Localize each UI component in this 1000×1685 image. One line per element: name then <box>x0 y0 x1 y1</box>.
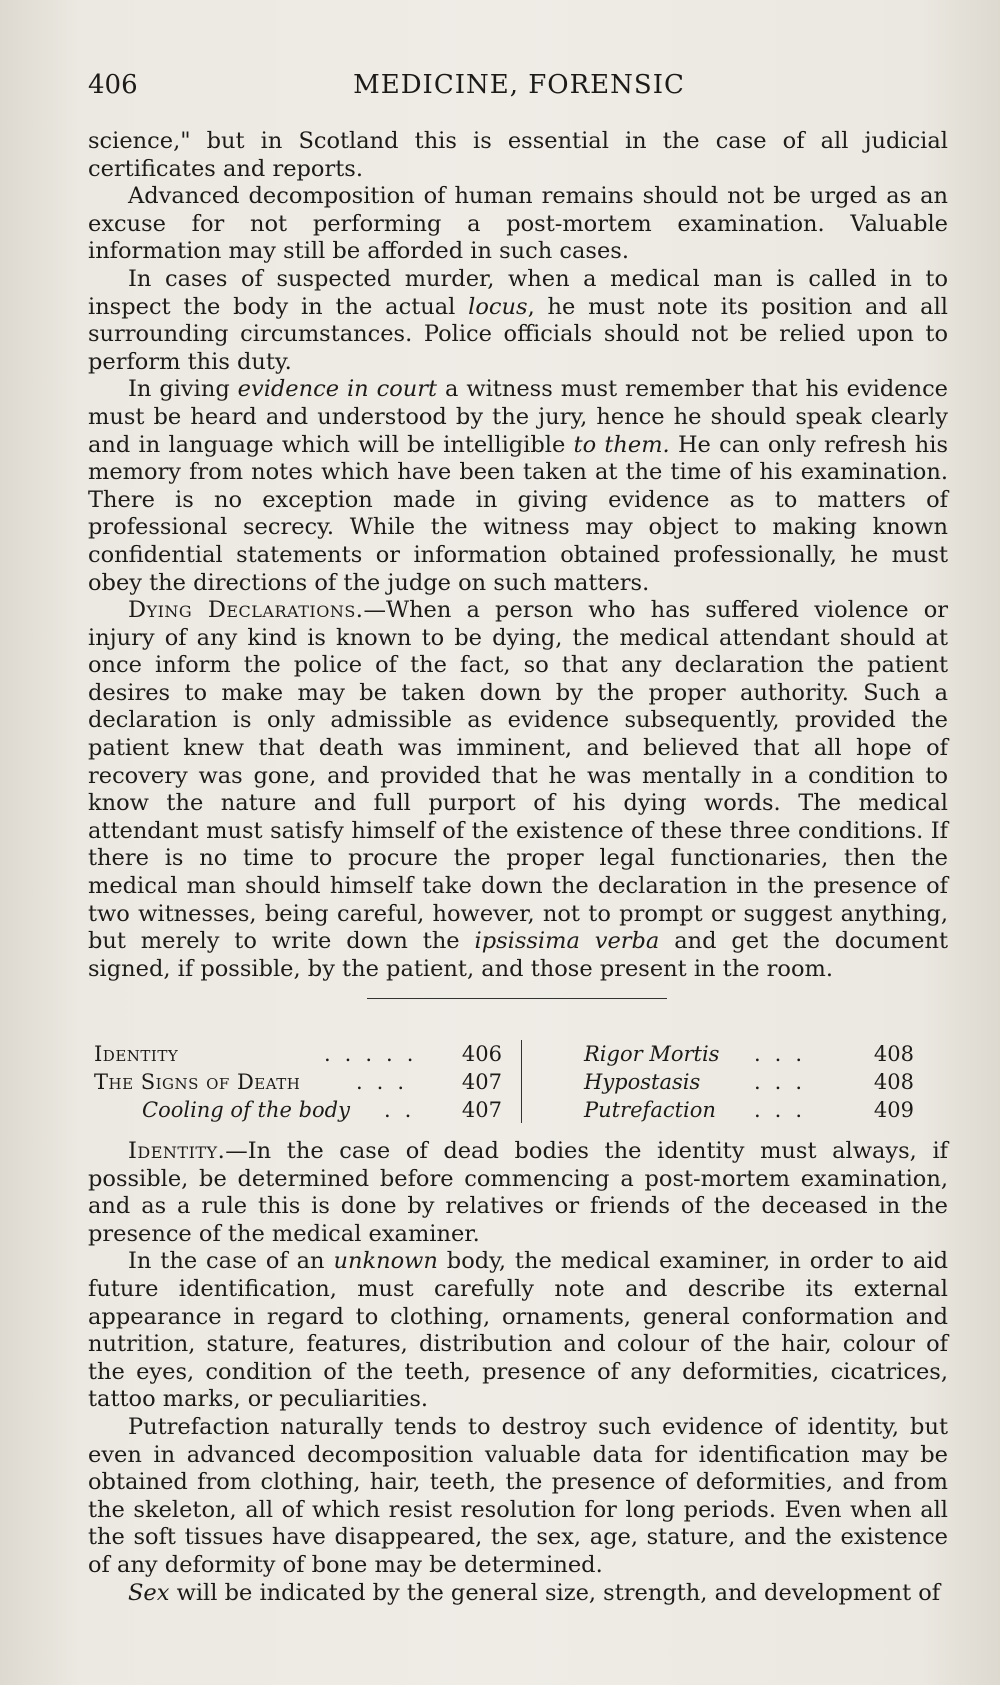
text-run: will be indicated by the general size, strength, and development of <box>169 1579 941 1606</box>
contents-leader: ... <box>356 1070 419 1094</box>
paragraph: science," but in Scotland this is essential in the case of all judicial certificates and reports. <box>88 128 948 182</box>
text-run: and get the document signed, if possible, by the patient, and those present in the room. <box>88 928 948 982</box>
text-block-upper <box>88 128 948 983</box>
italic-term: to them. <box>573 431 670 458</box>
contents-column-right <box>584 1040 954 1124</box>
italic-term: ipsissima verba <box>474 928 660 955</box>
contents-leader: .. <box>384 1098 426 1122</box>
contents-entry <box>584 1040 954 1068</box>
contents-entry-title: Rigor Mortis <box>584 1042 720 1066</box>
paragraph <box>88 376 948 597</box>
contents-leader: ... <box>754 1098 817 1122</box>
paragraph: Advanced decomposition of human remains should not be urged as an excuse for not performing a post-mortem examination. Valuable information may still be afforded in such cases. <box>88 183 948 265</box>
text-run: body, the medical examiner, in order to aid future identification, must carefully note and describe its external appearance in regard to clothing, ornaments, general conformation and nutrition, stature, features, distribution and colour of the hair, colour of the eyes, condition of the teeth, presence of any deformities, cicatrices, tattoo marks, or peculiarities. <box>88 1248 948 1413</box>
contents-entry <box>94 1068 514 1096</box>
paragraph <box>88 1580 948 1608</box>
contents-leader: ... <box>754 1042 817 1066</box>
text-block-lower <box>88 1138 948 1607</box>
contents-page-number: 408 <box>873 1042 914 1066</box>
section-divider <box>367 998 667 999</box>
contents-entry <box>584 1068 954 1096</box>
contents-page-number: 409 <box>873 1098 914 1122</box>
contents-page-number: 407 <box>461 1070 502 1094</box>
contents-entry-title: Putrefaction <box>584 1098 716 1122</box>
running-title: MEDICINE, FORENSIC <box>353 70 685 100</box>
page-number: 406 <box>88 70 138 100</box>
text-run: , he must note its position and all surrounding circumstances. Police officials should not be relied upon to perform this duty. <box>88 293 948 375</box>
paragraph <box>88 1138 948 1248</box>
text-run: a witness must remember that his evidence must be heard and understood by the jury, hence he should speak clearly and in language which will be intelligible <box>88 376 948 458</box>
italic-term: locus <box>468 293 528 320</box>
section-heading: Dying Declarations. <box>128 597 364 624</box>
contents-entry-title: Hypostasis <box>584 1070 701 1094</box>
contents-entry-title: Cooling of the body <box>142 1098 350 1122</box>
contents-entry <box>584 1096 954 1124</box>
paragraph: Putrefaction naturally tends to destroy such evidence of identity, but even in advanced decomposition valuable data for identification may be obtained from clothing, hair, teeth, the presence of deformities, and from the skeleton, all of which resist resolution for long periods. Even when all the soft tissues have disappeared, the sex, age, stature, and the existence of any deformity of bone may be determined. <box>88 1413 948 1578</box>
text-run: In giving <box>128 376 238 403</box>
contents-entry-title: Identity <box>94 1042 179 1066</box>
italic-term: evidence in court <box>237 376 438 403</box>
text-run: —In the case of dead bodies the identity must always, if possible, be determined before commencing a post-mortem examination, and as a rule this is done by relatives or friends of the deceased in the presence of the medical examiner. <box>88 1138 948 1247</box>
column-divider <box>521 1040 522 1123</box>
contents-entry <box>94 1040 514 1068</box>
text-run: —When a person who has suffered violence or injury of any kind is known to be dying, the medical attendant should at once inform the police of the fact, so that any declaration the patient desires to make may be taken down by the proper authority. Such a declaration is only admissible as evidence subsequently, provided the patient knew that death was imminent, and believed that all hope of recovery was gone, and provided that he was mentally in a condition to know the nature and full purport of his dying words. The medical attendant must satisfy himself of the existence of these three conditions. If there is no time to procure the proper legal functionaries, then the medical man should himself take down the declaration in the presence of two witnesses, being careful, however, not to prompt or suggest anything, but merely to write down the <box>88 597 948 955</box>
contents-page-number: 406 <box>461 1042 502 1066</box>
italic-term: Sex <box>128 1579 170 1606</box>
contents-column-left <box>94 1040 514 1124</box>
italic-term: unknown <box>333 1248 438 1275</box>
paragraph <box>88 266 948 376</box>
paragraph <box>88 1248 948 1414</box>
contents-leader: ..... <box>324 1042 428 1066</box>
contents-page-number: 407 <box>461 1098 502 1122</box>
text-run: In the case of an <box>128 1248 334 1275</box>
page-header <box>88 70 950 110</box>
text-run: In cases of suspected murder, when a medical man is called in to inspect the body in the actual <box>88 265 948 320</box>
contents-leader: ... <box>754 1070 817 1094</box>
contents-entry-title: The Signs of Death <box>94 1070 301 1094</box>
contents-entry <box>94 1096 514 1124</box>
section-heading: Identity. <box>128 1138 226 1164</box>
contents-page-number: 408 <box>873 1070 914 1094</box>
paragraph <box>88 597 948 983</box>
text-run: He can only refresh his memory from notes which have been taken at the time of his examination. There is no exception made in giving evidence as to matters of professional secrecy. While the witness may object to making known confidential statements or information obtained professionally, he must obey the directions of the judge on such matters. <box>88 431 949 596</box>
